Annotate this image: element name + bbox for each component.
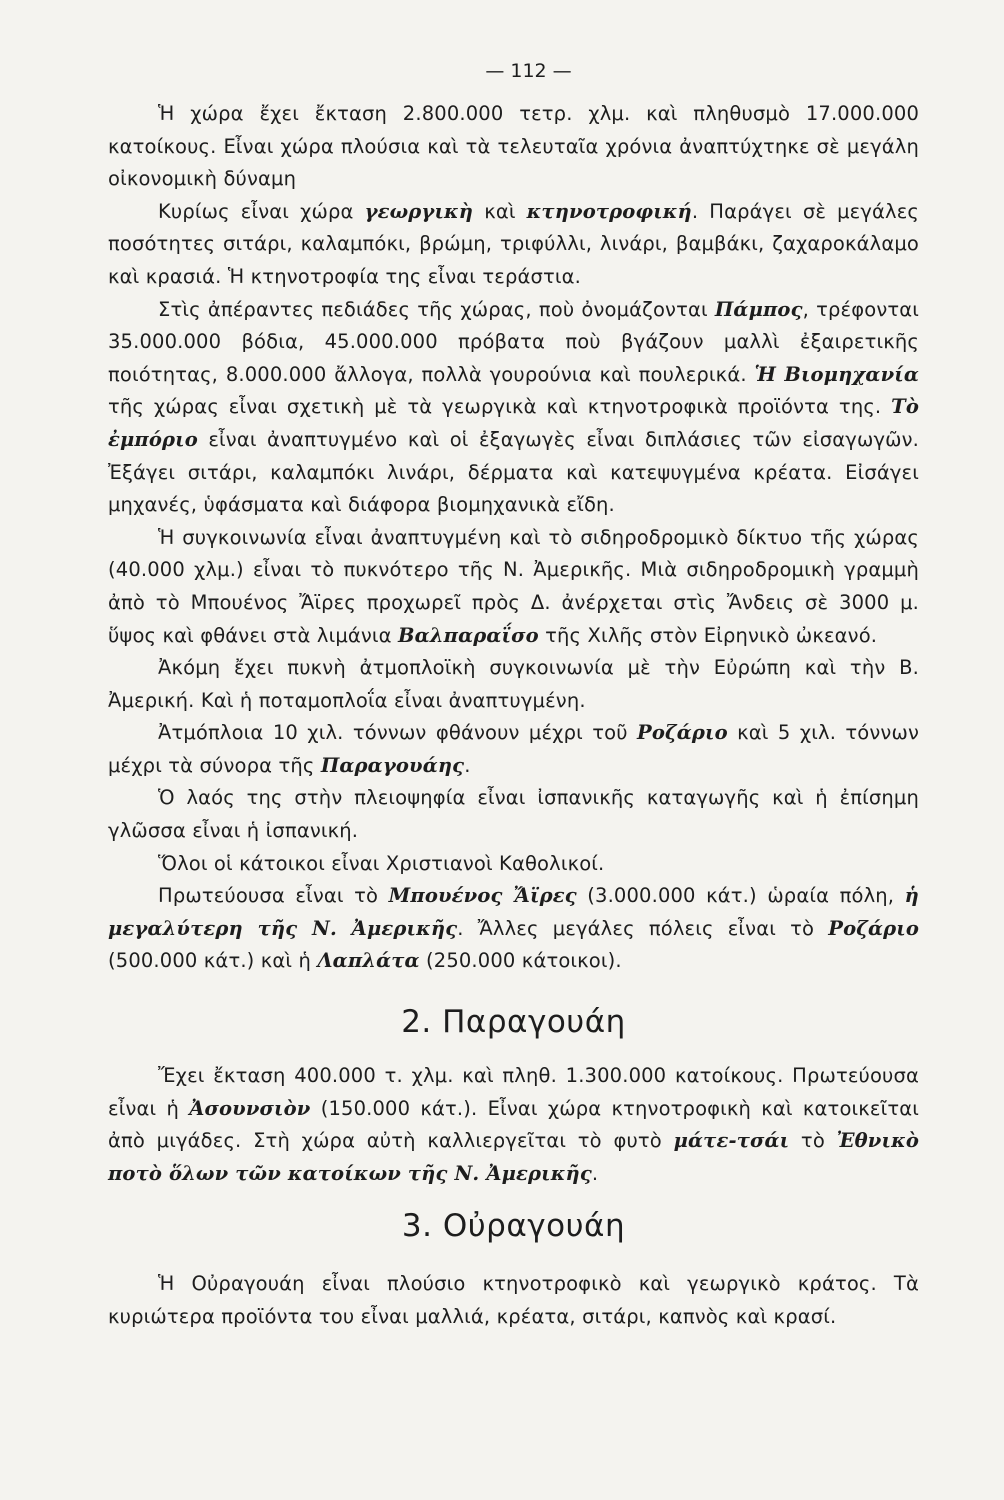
section-argentina xyxy=(108,98,919,978)
paragraph-capital-cities: Πρωτεύουσα εἶναι τὸ Μπουένος Ἄϊρες (3.000.000 κάτ.) ὡραία πόλη, ἡ μεγαλύτερη τῆς Ν. Ἀμερικῆς. Ἄλλες μεγάλες πόλεις εἶναι τὸ Ροζάριο (500.000 κάτ.) καὶ ἡ Λαπλάτα (250.000 κάτοικοι). xyxy=(108,884,919,973)
keyword-pampas: Πάμπος xyxy=(714,297,803,321)
keyword-valparaiso: Βαλπαραΐσο xyxy=(398,623,539,647)
keyword-mate-tea: μάτε-τσάι xyxy=(673,1129,790,1153)
paragraph-religion: Ὅλοι οἱ κάτοικοι εἶναι Χριστιανοὶ Καθολικοί. xyxy=(158,851,605,875)
page-number: — 112 — xyxy=(485,60,572,82)
keyword-agricultural: γεωργικὴ xyxy=(364,199,474,223)
keyword-national-drink: Ἐθνικὸ ποτὸ ὅλων τῶν κατοίκων τῆς Ν. Ἀμερικῆς xyxy=(108,1129,919,1185)
keyword-paraguay: Παραγουάης xyxy=(320,753,465,777)
keyword-asuncion: Ἀσουνσιὸν xyxy=(189,1096,311,1120)
keyword-industry: Ἡ Βιομηχανία xyxy=(754,362,919,386)
keyword-largest-city: ἡ μεγαλύτερη τῆς Ν. Ἀμερικῆς xyxy=(108,884,919,940)
paragraph-uruguay: Ἡ Οὐραγουάη εἶναι πλούσιο κτηνοτροφικὸ καὶ γεωργικὸ κράτος. Τὰ κυριώτερα προϊόντα του εἶναι μαλλιά, κρέατα, σιτάρι, καπνὸς καὶ κρασί. xyxy=(108,1272,919,1328)
paragraph-paraguay: Ἔχει ἔκταση 400.000 τ. χλμ. καὶ πληθ. 1.300.000 κατοίκους. Πρωτεύουσα εἶναι ἡ Ἀσουνσιὸν (150.000 κάτ.). Εἶναι χώρα κτηνοτροφικὴ καὶ κατοικεῖται ἀπὸ μιγάδες. Στὴ χώρα αὐτὴ καλλιεργεῖται τὸ φυτὸ μάτε-τσάι τὸ Ἐθνικὸ ποτὸ ὅλων τῶν κατοίκων τῆς Ν. Ἀμερικῆς. xyxy=(108,1064,919,1185)
keyword-la-plata: Λαπλάτα xyxy=(317,949,420,973)
keyword-rosario-city: Ροζάριο xyxy=(828,916,919,940)
paragraph-agriculture: Κυρίως εἶναι χώρα γεωργικὴ καὶ κτηνοτροφική. Παράγει σὲ μεγάλες ποσότητες σιτάρι, καλαμπόκι, βρώμη, τριφύλλι, λινάρι, βαμβάκι, ζαχαροκάλαμο καὶ κρασιά. Ἡ κτηνοτροφία της εἶναι τεράστια. xyxy=(108,199,919,288)
heading-paraguay: 2. Παραγουάη xyxy=(401,1004,626,1041)
paragraph-steamships: Ἀτμόπλοια 10 χιλ. τόννων φθάνουν μέχρι τοῦ Ροζάριο καὶ 5 χιλ. τόννων μέχρι τὰ σύνορα τῆς Παραγουάης. xyxy=(108,721,919,777)
keyword-buenos-aires: Μπουένος Ἄϊρες xyxy=(388,884,577,908)
heading-uruguay: 3. Οὐραγουάη xyxy=(401,1208,626,1245)
section-uruguay xyxy=(108,1268,919,1333)
paragraph-shipping: Ἀκόμη ἔχει πυκνὴ ἀτμοπλοϊκὴ συγκοινωνία μὲ τὴν Εὐρώπη καὶ τὴν Β. Ἀμερική. Καὶ ἡ ποταμοπλοΐα εἶναι ἀναπτυγμένη. xyxy=(108,656,919,712)
paragraph-pampas-industry-trade: Στὶς ἀπέραντες πεδιάδες τῆς χώρας, ποὺ ὀνομάζονται Πάμπος, τρέφονται 35.000.000 βόδια, 45.000.000 πρόβατα ποὺ βγάζουν μαλλὶ ἐξαιρετικῆς ποιότητας, 8.000.000 ἄλλογα, πολλὰ γουρούνια καὶ πουλερικά. Ἡ Βιομηχανία τῆς χώρας εἶναι σχετικὴ μὲ τὰ γεωργικὰ καὶ κτηνοτροφικὰ προϊόντα της. Τὸ ἐμπόριο εἶναι ἀναπτυγμένο καὶ οἱ ἐξαγωγὲς εἶναι διπλάσιες τῶν εἰσαγωγῶν. Ἐξάγει σιτάρι, καλαμπόκι λινάρι, δέρματα καὶ κατεψυγμένα κρέατα. Εἰσάγει μηχανές, ὑφάσματα καὶ διάφορα βιομηχανικὰ εἴδη. xyxy=(108,297,920,517)
section-paraguay xyxy=(108,1060,919,1190)
keyword-trade: Τὸ ἐμπόριο xyxy=(108,395,919,451)
paragraph-area-population: Ἡ χώρα ἔχει ἔκταση 2.800.000 τετρ. χλμ. καὶ πληθυσμὸ 17.000.000 κατοίκους. Εἶναι χώρα πλούσια καὶ τὰ τελευταῖα χρόνια ἀναπτύχτηκε σὲ μεγάλη οἰκονομικὴ δύναμη xyxy=(108,102,919,191)
paragraph-people-language: Ὁ λαός της στὴν πλειοψηφία εἶναι ἰσπανικῆς καταγωγῆς καὶ ἡ ἐπίσημη γλῶσσα εἶναι ἡ ἰσπανική. xyxy=(108,786,919,843)
keyword-livestock: κτηνοτροφική xyxy=(526,199,692,223)
paragraph-railways: Ἡ συγκοινωνία εἶναι ἀναπτυγμένη καὶ τὸ σιδηροδρομικὸ δίκτυο τῆς χώρας (40.000 χλμ.) εἶναι τὸ πυκνότερο τῆς Ν. Ἀμερικῆς. Μιὰ σιδηροδρομικὴ γραμμὴ ἀπὸ τὸ Μπουένος Ἄϊρες προχωρεῖ πρὸς Δ. ἀνέρχεται στὶς Ἄνδεις σὲ 3000 μ. ὕψος καὶ φθάνει στὰ λιμάνια Βαλπαραΐσο τῆς Χιλῆς στὸν Εἰρηνικὸ ὠκεανό. xyxy=(108,525,919,647)
keyword-rosario: Ροζάριο xyxy=(637,721,728,745)
